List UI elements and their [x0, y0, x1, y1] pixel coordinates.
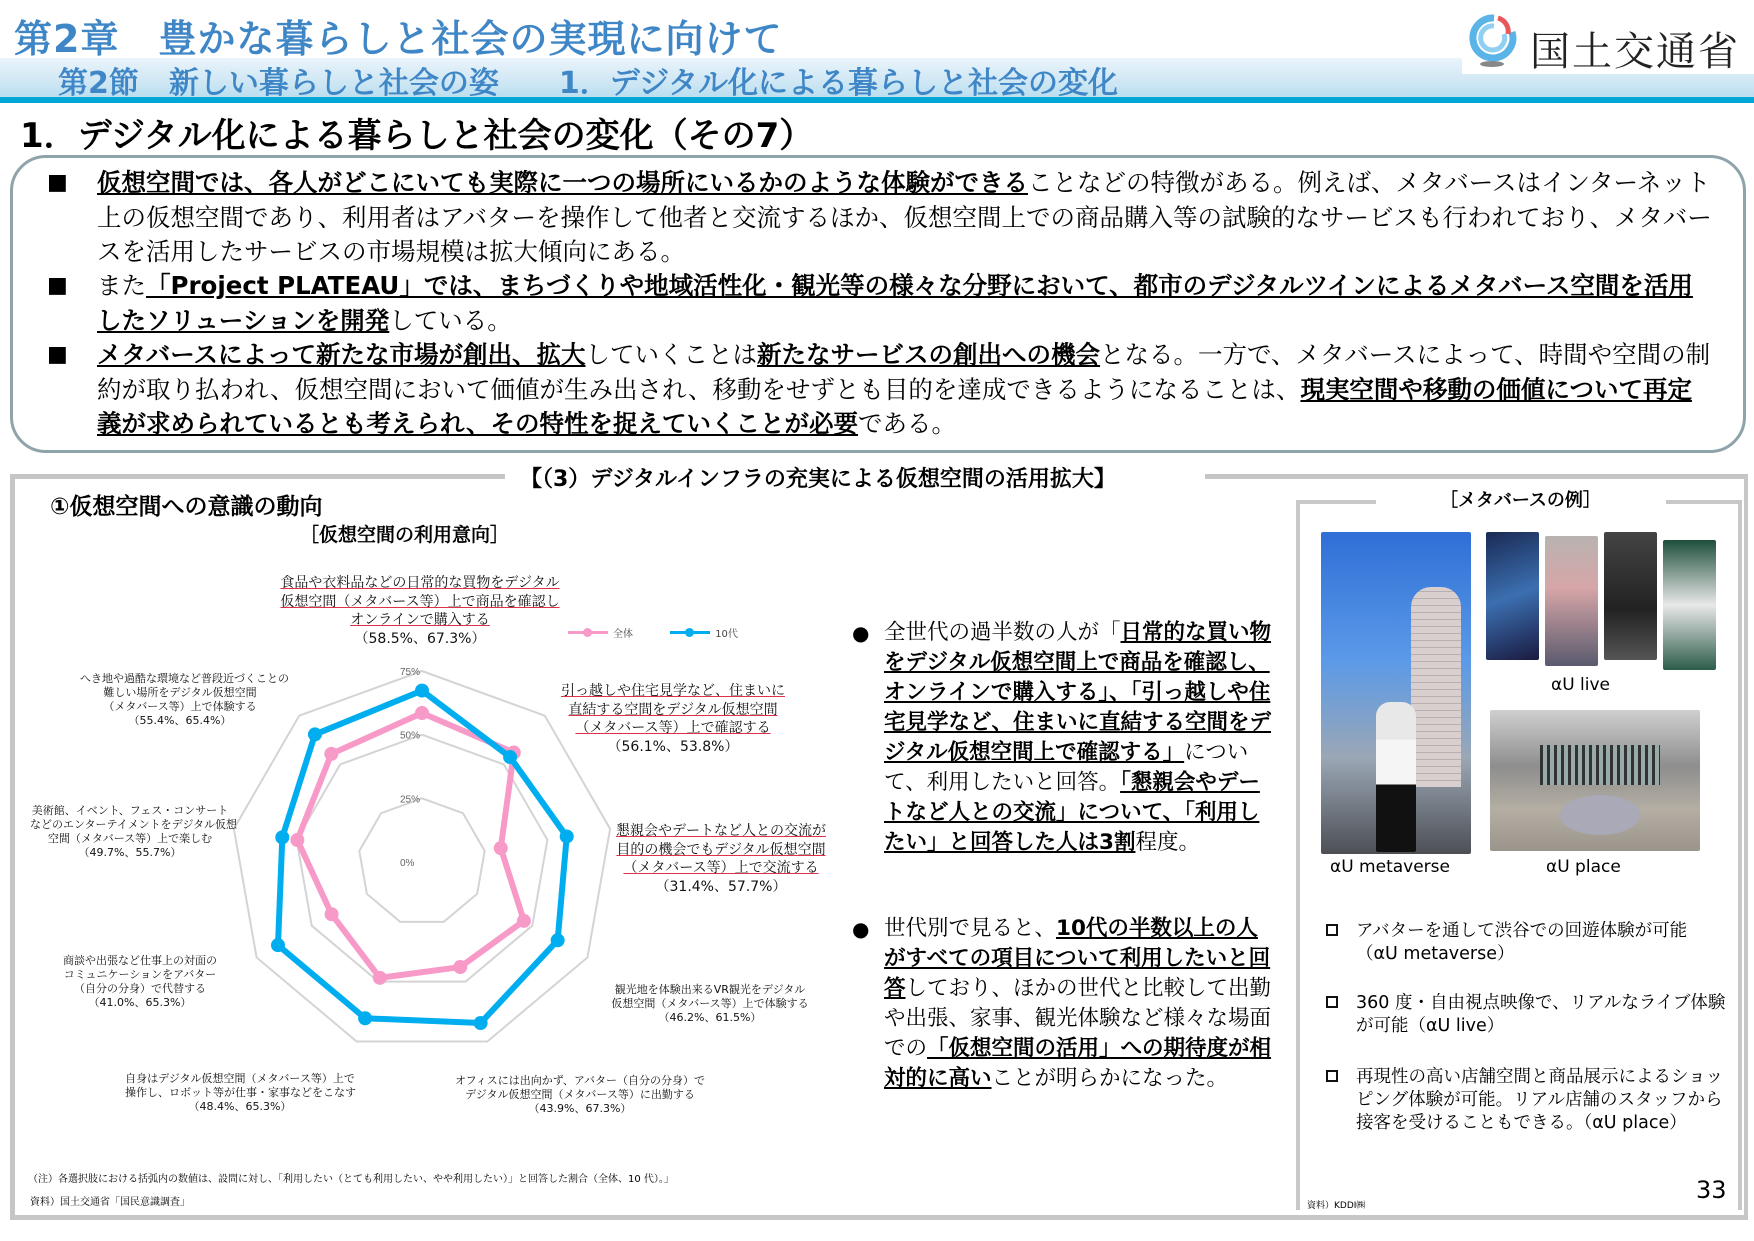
checkbox-square-icon — [1326, 924, 1338, 936]
legend-swatch-blue — [670, 631, 710, 634]
axis-label-daily-shopping: 食品や衣料品などの日常的な買物をデジタル 仮想空間（メタバース等）上で商品を確認し オンラインで購入する （58.5%、67.3%） — [280, 575, 560, 647]
radar-data-point — [358, 1011, 372, 1025]
radar-data-point — [494, 841, 508, 855]
page-title: 1．デジタル化による暮らしと社会の変化（その7） — [20, 116, 814, 156]
chart-source: 資料）国土交通省「国民意識調査」 — [30, 1197, 190, 1208]
au-live-image-3 — [1604, 532, 1657, 660]
example-item: 360 度・自由視点映像で、リアルなライブ体験が可能（αU live） — [1326, 992, 1726, 1038]
ministry-name: 国土交通省 — [1530, 29, 1740, 75]
chart-title: ［仮想空間の利用意向］ — [300, 524, 510, 546]
radar-tick-label: 75% — [400, 667, 421, 678]
radar-data-point — [517, 914, 531, 928]
radar-data-point — [560, 829, 574, 843]
panel-title: 【（3）デジタルインフラの充実による仮想空間の活用拡大】 — [520, 467, 1116, 492]
clothes-rack-graphic — [1540, 745, 1660, 785]
section-subtitle: ①仮想空間への意識の動向 — [50, 494, 323, 520]
radar-data-point — [474, 1016, 488, 1030]
mlit-logo-icon — [1468, 14, 1520, 68]
summary-text: メタバースによって新たな市場が創出、拡大していくことは新たなサービスの創出への機会となる。一方で、メタバースによって、時間や空間の制約が取り払われ、仮想空間において価値が生み出され、移動をせずとも目的を達成できるようになることは、現実空間や移動の価値について再定義が求められているとも考えられ、その特性を捉えていくことが必要である。 — [97, 340, 1711, 438]
au-live-image-2 — [1545, 536, 1598, 666]
square-bullet-icon: ■ — [47, 342, 68, 367]
axis-label-housing: 引っ越しや住宅見学など、住まいに 直結する空間をデジタル仮想空間 （メタバース等）上で確認する （56.1%、53.8%） — [561, 683, 785, 755]
examples-title: ［メタバースの例］ — [1440, 490, 1601, 511]
radar-data-point — [503, 750, 517, 764]
caption-au-live: αU live — [1551, 675, 1611, 695]
caption-au-place: αU place — [1546, 857, 1621, 877]
axis-label-vr-tourism: 観光地を体験出来るVR観光をデジタル 仮想空間（メタバース等）上で体験する （46.2%、61.5%） — [611, 983, 809, 1024]
au-metaverse-image — [1321, 532, 1471, 854]
bullet-dot-icon: ● — [852, 917, 870, 941]
axis-label-remote-places: へき地や過酷な環境など普段近づくことの 難しい場所をデジタル仮想空間 （メタバース等）上で体験する （55.4%、65.4%） — [80, 672, 289, 727]
chapter-title: 第2章 豊かな暮らしと社会の実現に向けて — [14, 17, 783, 61]
commentary-text: 世代別で見ると、10代の半数以上の人がすべての項目について利用したいと回答しており、ほかの世代と比較して出勤や出張、家事、観光体験など様々な場面での「仮想空間の活用」への期待度が相対的に高いことが明らかになった。 — [884, 916, 1272, 1091]
summary-text: また「Project PLATEAU」では、まちづくりや地域活性化・観光等の様々な分野において、都市のデジタルツインによるメタバース空間を活用したソリューションを開発している。 — [97, 271, 1693, 335]
au-live-image-4 — [1663, 540, 1716, 670]
axis-label-social: 懇親会やデートなど人との交流が 目的の機会でもデジタル仮想空間 （メタバース等）上で交流する （31.4%、57.7%） — [616, 823, 826, 895]
examples-source: 資料）KDDI㈱ — [1307, 1201, 1366, 1211]
axis-label-business: 商談や出張など仕事上の対面の コミュニケーションをアバター （自分の分身）で代替する （41.0%、65.3%） — [63, 954, 217, 1009]
bullet-dot-icon: ● — [852, 621, 870, 645]
axis-label-robot: 自身はデジタル仮想空間（メタバース等）上で 操作し、ロボット等が仕事・家事などをこなす （48.4%、65.3%） — [125, 1072, 356, 1113]
au-place-image — [1490, 710, 1700, 851]
axis-label-entertainment: 美術館、イベント、フェス・コンサート などのエンターテイメントをデジタル仮想 空間（メタバース等）上で楽しむ （49.7%、55.7%） — [30, 804, 238, 859]
summary-text: 仮想空間では、各人がどこにいても実際に一つの場所にいるかのような体験ができることなどの特徴がある。例えば、メタバースはインターネット上の仮想空間であり、利用者はアバターを操作して他者と交流するほか、仮想空間上での商品購入等の試験的なサービスも行われており、メタバースを活用したサービスの市場規模は拡大傾向にある。 — [97, 168, 1712, 266]
commentary-item — [852, 914, 1272, 1094]
radar-data-point — [275, 830, 289, 844]
square-bullet-icon: ■ — [47, 170, 68, 195]
radar-tick-label: 0% — [400, 858, 415, 869]
radar-data-point — [271, 938, 285, 952]
radar-data-point — [308, 727, 322, 741]
commentary-item — [852, 618, 1272, 858]
display-table-graphic — [1560, 795, 1640, 835]
radar-data-point — [453, 960, 467, 974]
au-live-image-1 — [1486, 532, 1539, 660]
radar-grid-ring — [359, 798, 484, 921]
radar-data-point — [324, 747, 338, 761]
chart-note: （注）各選択肢における括弧内の数値は、設問に対し、「利用したい（とても利用したい、やや利用したい）」と回答した割合（全体、10 代）。」 — [28, 1174, 674, 1185]
legend-item-all: 全体 — [568, 625, 633, 640]
radar-tick-label: 50% — [400, 730, 421, 742]
example-item: アバターを通して渋谷での回遊体験が可能（αU metaverse） — [1326, 920, 1726, 966]
legend-item-teens: 10代 — [670, 625, 738, 640]
page-number: 33 — [1696, 1176, 1727, 1204]
axis-label-office: オフィスには出向かず、アバター（自分の分身）で デジタル仮想空間（メタバース等）に出勤する （43.9%、67.3%） — [454, 1074, 706, 1115]
radar-data-point — [325, 907, 339, 921]
example-item: 再現性の高い店舗空間と商品展示によるショッピング体験が可能。リアル店舗のスタッフから接客を受けることもできる。（αU place） — [1326, 1066, 1726, 1135]
radar-data-point — [373, 971, 387, 985]
commentary-text: 全世代の過半数の人が「日常的な買い物をデジタル仮想空間上で商品を確認し、オンラインで購入する」、「引っ越しや住宅見学など、住まいに直結する空間をデジタル仮想空間上で確認する」について、利用したいと回答。「懇親会やデートなど人との交流」について、「利用したい」と回答した人は3割程度。 — [884, 620, 1272, 855]
legend-swatch-pink — [568, 631, 608, 634]
shibuya-tower-graphic — [1411, 587, 1461, 787]
caption-au-metaverse: αU metaverse — [1330, 857, 1450, 877]
radar-data-point — [290, 833, 304, 847]
section-title: 第2節 新しい暮らしと社会の姿 1．デジタル化による暮らしと社会の変化 — [58, 66, 1118, 101]
radar-tick-label: 25% — [400, 794, 421, 806]
square-bullet-icon: ■ — [47, 273, 68, 298]
radar-data-point — [551, 933, 565, 947]
chart-legend — [568, 625, 772, 640]
checkbox-square-icon — [1326, 996, 1338, 1008]
radar-data-point — [415, 684, 429, 698]
checkbox-square-icon — [1326, 1070, 1338, 1082]
avatar-graphic — [1376, 702, 1416, 852]
radar-data-point — [415, 706, 429, 720]
